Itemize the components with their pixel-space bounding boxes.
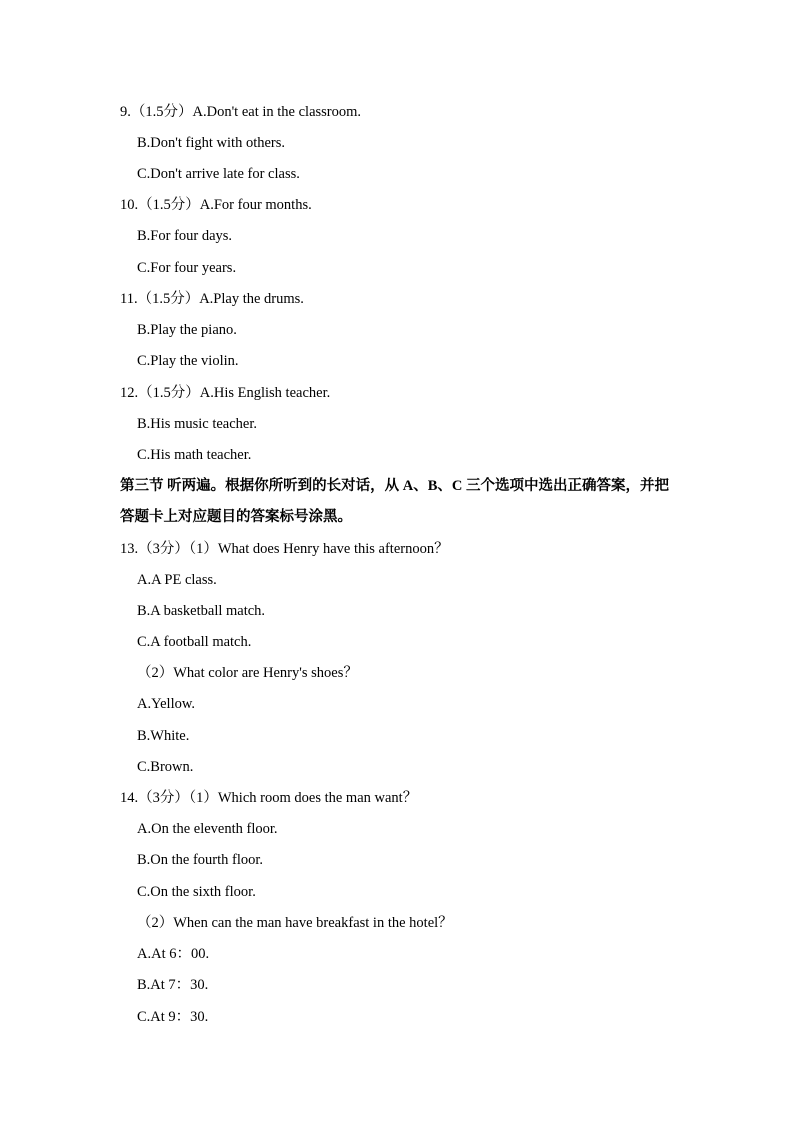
question-13-2-option-a: A.Yellow. — [137, 696, 196, 712]
question-12-option-c: C.His math teacher. — [137, 447, 252, 463]
question-12-stem: 12.（1.5分）A.His English teacher. — [120, 385, 331, 401]
question-14-1-option-c: C.On the sixth floor. — [137, 884, 256, 900]
question-12-option-b: B.His music teacher. — [137, 416, 258, 432]
question-14-2-stem: （2）When can the man have breakfast in the hotel？ — [137, 915, 453, 931]
question-14-2-option-a: A.At 6：00. — [137, 946, 210, 962]
question-14-1-option-a: A.On the eleventh floor. — [137, 821, 278, 837]
question-11-option-b: B.Play the piano. — [137, 322, 237, 338]
question-9-option-c: C.Don't arrive late for class. — [137, 166, 300, 182]
question-11-option-c: C.Play the violin. — [137, 353, 239, 369]
question-13-1-option-b: B.A basketball match. — [137, 603, 266, 619]
question-9-stem: 9.（1.5分）A.Don't eat in the classroom. — [120, 104, 362, 120]
question-11-stem: 11.（1.5分）A.Play the drums. — [120, 291, 304, 307]
question-10-stem: 10.（1.5分）A.For four months. — [120, 197, 312, 213]
question-10-option-b: B.For four days. — [137, 228, 233, 244]
question-10-option-c: C.For four years. — [137, 260, 237, 276]
section-3-instructions: 第三节 听两遍。根据你所听到的长对话，从 A、B、C 三个选项中选出正确答案，并把答题卡上对应题目的答案标号涂黑。 — [120, 478, 669, 525]
question-14-1-option-b: B.On the fourth floor. — [137, 852, 264, 868]
question-14-2-option-b: B.At 7：30. — [137, 977, 209, 993]
question-13-2-option-b: B.White. — [137, 728, 190, 744]
question-13-1-option-a: A.A PE class. — [137, 572, 217, 588]
question-14-stem: 14.（3分）（1）Which room does the man want？ — [120, 790, 418, 806]
question-9-option-b: B.Don't fight with others. — [137, 135, 286, 151]
question-13-1-option-c: C.A football match. — [137, 634, 252, 650]
question-13-stem: 13.（3分）（1）What does Henry have this afternoon？ — [120, 541, 449, 557]
question-13-2-option-c: C.Brown. — [137, 759, 194, 775]
question-14-2-option-c: C.At 9：30. — [137, 1009, 209, 1025]
question-13-2-stem: （2）What color are Henry's shoes？ — [137, 665, 358, 681]
